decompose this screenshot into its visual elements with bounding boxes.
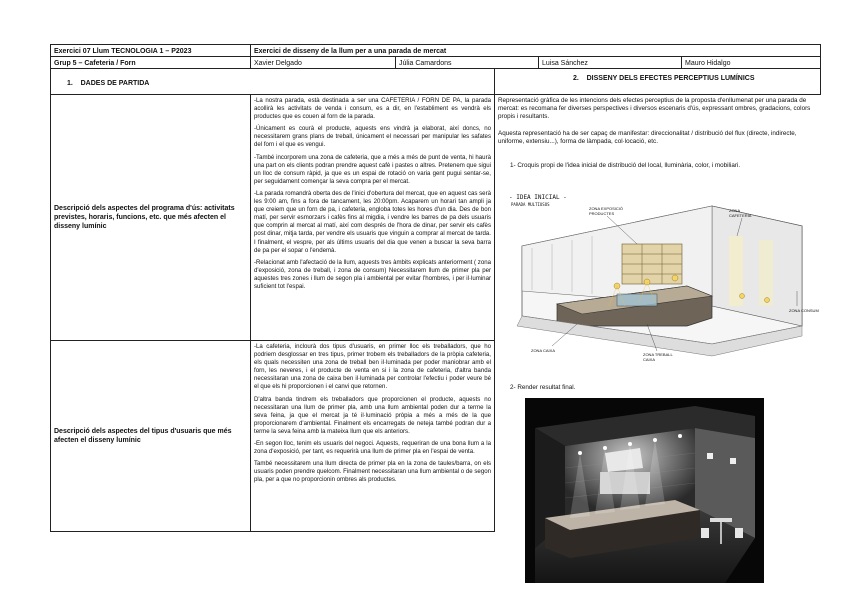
section1-number: 1. [67,80,73,87]
label-zona-exposicio: ZONA EXPOSICIÓ PRODUCTES [589,206,624,216]
member-2: Júlia Camardons [395,56,539,69]
row2-text-cell [250,340,495,532]
group-label: Grup 5 – Cafeteria / Forn [50,56,251,69]
section1-heading [50,68,495,95]
sketch-title: - IDEA INICIAL - [509,194,567,201]
row2-paragraph-3: -En segon lloc, tenim els usuaris del negoci. Aquests, requeriran de una bona llum a la zona d'exposició, per tant, es requerirà una llum de primer pla en l'espai de venta. [254,440,491,456]
row1-label: Descripció dels aspectes del programa d'ús: activitats previstes, horaris, funcions, etc. que més afecten el disseny lumínic [54,205,235,230]
row1-paragraph-3: -També incorporem una zona de cafeteria, que a més a més de punt de venta, hi haurà una part on els clients podran prendre aquest cafè i pastes o altres. Pretenem que sigui un lloc de consum ràpid, ja que es un espai de rotació on varia gent pugui sentar-se, per seguidament començar la seva compra per el mercat. [254,153,491,185]
row2-paragraph-1: -La cafeteria, inclourà dos tipus d'usuaris, en primer lloc els treballadors, que ho podriem desglossar en tres tipus, primer trobem els treballadors de la pròpia cafeteria, els quals necessiten una zona de treball ben il·luminada per poder maniobrar amb el forn, les neveres, i el producte de venta en si i la zona de cafeteria, d'altra banda necessitaran una zona de caixa ben il·luminada per controlar l'efectiu i poder veure bé el que els hi proporcionen i el canvi que retornen. [254,343,491,391]
row1-paragraph-2: -Únicament es courà el producte, aquests ens vindrà ja elaborat, així doncs, no necessitarem grans plans de treball, únicament el necessari per manipular les safates del forn i el que es vengui. [254,125,491,149]
row2-label: Descripció dels aspectes del tipus d'usuaris que més afecten el disseny lumínic [54,428,232,444]
row1-paragraph-5: -Relacionat amb l'afectació de la llum, aquests tres àmbits explicats anteriorment ( zona d'exposició, zona de treball, i zona de consum) Necessitarem llum de primer pla per aquestes tres zones i llum de segon pla i ambiental per evitar l'hombres, i per il·luminar suficient tot l'espai. [254,258,491,290]
section1-title: DADES DE PARTIDA [80,80,150,87]
render-drawing [525,398,764,583]
label-zona-consum: ZONA CONSUM [789,308,819,313]
label-zona-cafeteria: ZONA CAFETERIA [729,208,752,218]
item2-text: 2- Render resultat final. [510,384,576,391]
sketch-subtitle: PARADA MULTIUSOS [511,202,550,207]
exercise-title: Exercici de disseny de la llum per a una parada de mercat [250,44,821,57]
row1-paragraph-1: -La nostra parada, està destinada a ser una CAFETERIA / FORN DE PA, la parada acollirà les activitats de venda i consum, es a dir, en l'establiment es vendrà els productes que es couen al forn de la parada. [254,97,491,121]
row1-label-cell [50,94,251,341]
member-3: Luisa Sánchez [538,56,682,69]
section2-number: 2. [573,75,579,82]
member-1: Xavier Delgado [250,56,396,69]
row2-paragraph-2: D'altra banda tindrem els treballadors que proporcionen el producte, aquests no necessitaran una llum de primer pla, amb una llum ambiental poden dur a terme la seva feina, ja que el mercat ja té il·luminació pròpia a més a més de la que proporcionarem d'ambiental. Finalment els encarregats de neteja també podran dur a terme la seva feina amb la mateixa llum que els anteriors. [254,395,491,435]
initial-sketch [497,186,822,376]
row2-label-cell [50,340,251,532]
section2-intro: Representació gràfica de les intencions dels efectes perceptius de la proposta d'enllumenat per una parada de mercat: es recomana fer diverses perspectives i diversos escenaris d'ús, expressant ombres, gradacions, colors propis i resultants. [498,97,811,120]
section2-title: DISSENY DELS EFECTES PERCEPTIUS LUMÍNICS [586,75,755,82]
row2-paragraph-4: També necessitarem una llum directa de primer pla en la zona de taules/barra, on els usuaris poden prendre quelcom. Finalment necessitaran una llum ambiental o de segon pla, per a que no proporcionin ombres als productes. [254,460,491,484]
label-zona-treball: ZONA TREBALL CAIXA [643,352,673,362]
final-render [525,398,764,583]
section2-intro2: Aquesta representació ha de ser capaç de manifestar: direccionalitat / distribució del flux (directe, indirecte, uniforme, extensiu...), forma de làmpada, col·locació, etc. [498,130,797,145]
exercise-label: Exercici 07 Llum TECNOLOGIA 1 – P2023 [50,44,251,57]
member-4: Mauro Hidalgo [681,56,821,69]
row1-paragraph-4: -La parada romandrà oberta des de l'inici d'obertura del mercat, que en aquest cas serà les 9:00 am, fins a fora de tancament, les 20:00pm. Acaparem un horari tan ampli ja que creiem que un forn de pa, i cafeteria, engloba totes les hores d'un dia. Des de bon matí, per servir esmorzars i cafès fins al migdia, i vendre les barres de pa dels usuaris que comprin al mercat al matí, així com després de l'hora de dinar, per servir els cafès post dinar, mitja tarda, per vendre els usuaris que vinguin a comprar al mercat de tarda. I finalment, el vespre, per als últims usuaris del dia que venen a buscar la seva barra de pa per el sopar o l'endemà. [254,189,491,254]
label-zona-caixa: ZONA CAIXA [531,348,556,353]
row1-text-cell [250,94,495,341]
item1-text: 1- Croquis propi de l'idea inicial de distribució del local, lluminària, color, i mobiliari. [510,162,741,169]
section2-heading [494,68,821,95]
